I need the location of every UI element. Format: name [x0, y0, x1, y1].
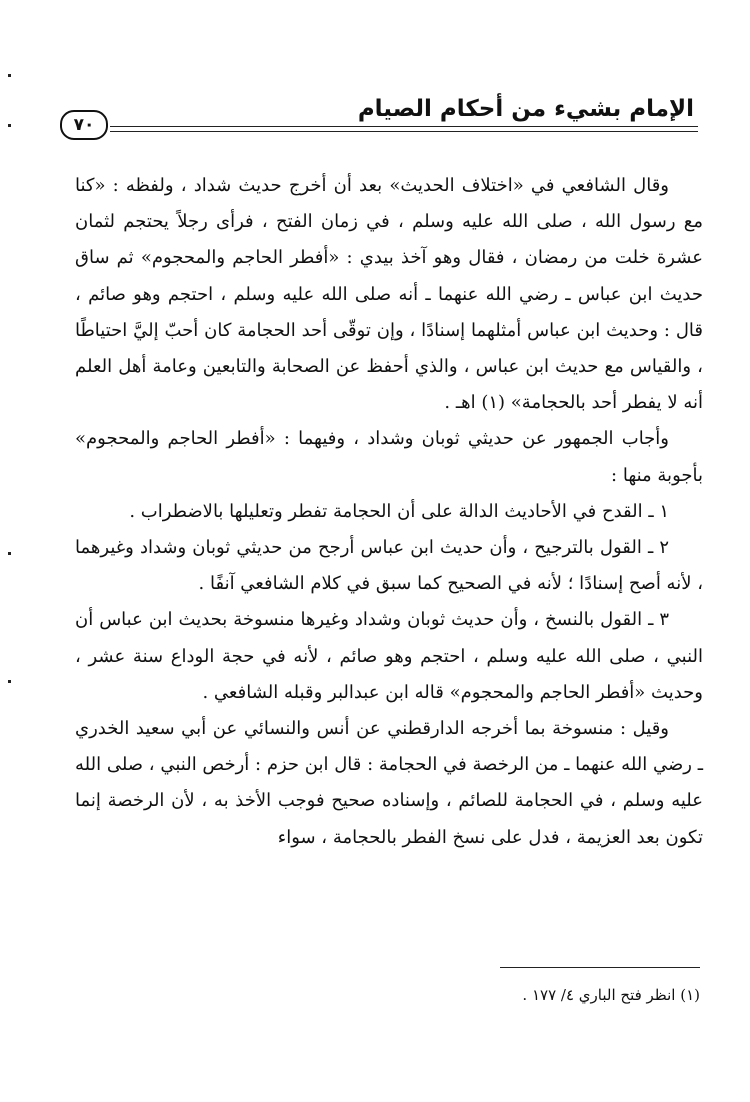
margin-dot — [8, 74, 11, 77]
paragraph-abrogation: وقيل : منسوخة بما أخرجه الدارقطني عن أنس والنسائي عن أبي سعيد الخدري ـ رضي الله عنهما ـ من الرخصة في الحجامة : قال ابن حزم : أرخص النبي ، صلى الله عليه وسلم ، في الحجامة للصائم ، وإسناده صحيح فوجب الأخذ به ، لأن الرخصة إنما تكون بعد العزيمة ، فدل على نسخ الفطر بالحجامة ، سواء — [75, 718, 703, 848]
list-item-3: ٣ ـ القول بالنسخ ، وأن حديث ثوبان وشداد وغيرها منسوخة بحديث ابن عباس أن النبي ، صلى الله عليه وسلم ، احتجم وهو صائم ، لأنه في حجة الوداع سنة عشر ، وحديث «أفطر الحاجم والمحجوم» قاله ابن عبدالبر وقبله الشافعي . — [75, 609, 703, 703]
header-rule — [110, 126, 698, 132]
list-item-2: ٢ ـ القول بالترجيح ، وأن حديث ابن عباس أرجح من حديثي ثوبان وشداد وغيرهما ، لأنه أصح إسنادًا ؛ لأنه في الصحيح كما سبق في كلام الشافعي آنفًا . — [75, 537, 703, 595]
list-item-1: ١ ـ القدح في الأحاديث الدالة على أن الحجامة تفطر وتعليلها بالاضطراب . — [129, 500, 669, 522]
body-text — [75, 168, 703, 856]
running-header — [60, 92, 698, 140]
margin-dot — [8, 552, 11, 555]
page-number: ٧٠ — [60, 110, 108, 140]
footnote-separator — [500, 967, 700, 968]
margin-dot — [8, 124, 11, 127]
paragraph-jumhur-answers: وأجاب الجمهور عن حديثي ثوبان وشداد ، وفيهما : «أفطر الحاجم والمحجوم» بأجوبة منها : — [75, 428, 703, 486]
running-header-title: الإمام بشيء من أحكام الصيام — [357, 96, 694, 122]
footnote: (١) انظر فتح الباري ٤/ ١٧٧ . — [522, 986, 700, 1004]
margin-dot — [8, 680, 11, 683]
paragraph-shafii-quote: وقال الشافعي في «اختلاف الحديث» بعد أن أخرج حديث شداد ، ولفظه : «كنا مع رسول الله ، صلى الله عليه وسلم ، في زمان الفتح ، فرأى رجلاً يحتجم لثمان عشرة خلت من رمضان ، فقال وهو آخذ بيدي : «أفطر الحاجم والمحجوم» ثم ساق حديث ابن عباس ـ رضي الله عنهما ـ أنه صلى الله عليه وسلم ، احتجم وهو صائم ، قال : وحديث ابن عباس أمثلهما إسنادًا ، وإن توقّى أحد الحجامة كان أحبّ إليَّ احتياطًا ، والقياس مع حديث ابن عباس ، والذي أحفظ عن الصحابة والتابعين وعامة أهل العلم أنه لا يفطر أحد بالحجامة» (١) اهـ . — [75, 175, 703, 414]
